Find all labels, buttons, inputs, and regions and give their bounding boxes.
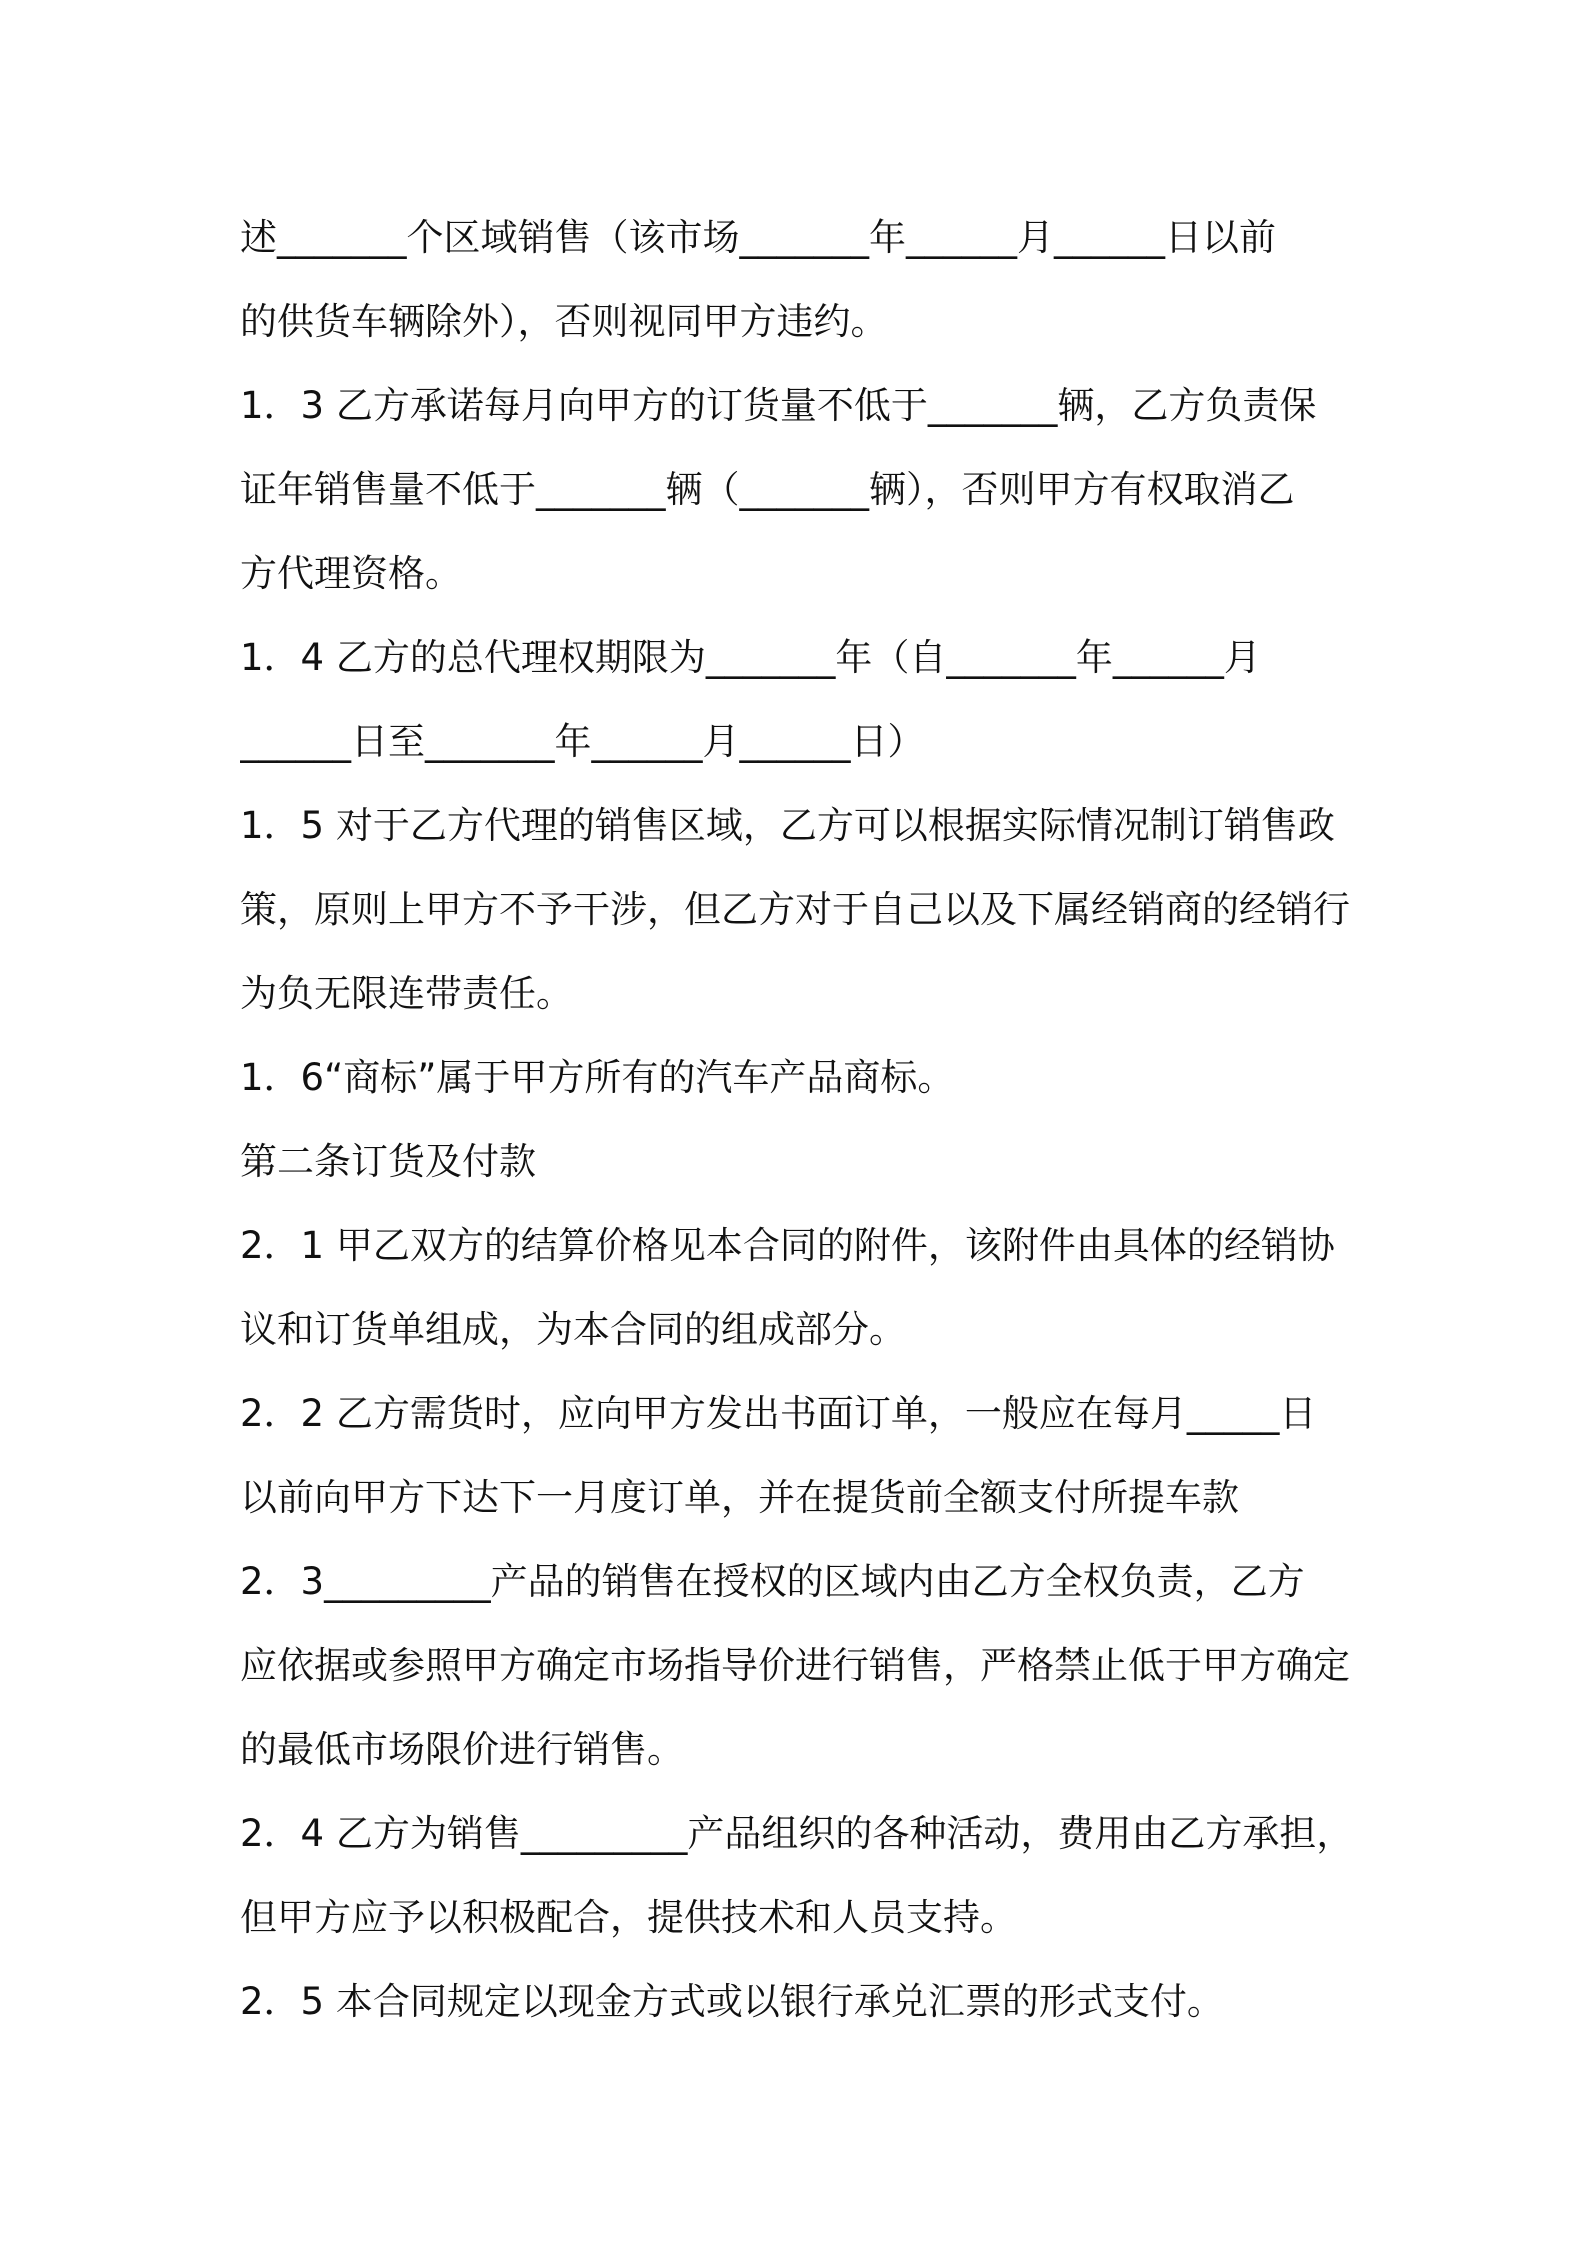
clause-2-3: 2．3_________产品的销售在授权的区域内由乙方全权负责，乙方 xyxy=(240,1560,1305,1603)
contract-text xyxy=(240,196,1360,2044)
clause-1-3: 1．3 乙方承诺每月向甲方的订货量不低于_______辆，乙方负责保 xyxy=(240,384,1317,427)
section-heading: 第二条订货及付款 xyxy=(240,1140,536,1183)
text-line: 议和订货单组成，为本合同的组成部分。 xyxy=(240,1308,906,1351)
text-line: 的最低市场限价进行销售。 xyxy=(240,1728,684,1771)
clause-1-6: 1．6“商标”属于甲方所有的汽车产品商标。 xyxy=(240,1056,955,1099)
text-line: 证年销售量不低于_______辆（_______辆），否则甲方有权取消乙 xyxy=(240,468,1295,511)
text-line: 应依据或参照甲方确定市场指导价进行销售，严格禁止低于甲方确定 xyxy=(240,1644,1350,1687)
clause-2-2: 2．2 乙方需货时，应向甲方发出书面订单，一般应在每月_____日 xyxy=(240,1392,1317,1435)
clause-1-4: 1．4 乙方的总代理权期限为_______年（自_______年______月 xyxy=(240,636,1261,679)
clause-1-5: 1．5 对于乙方代理的销售区域，乙方可以根据实际情况制订销售政 xyxy=(240,804,1335,847)
text-line: 的供货车辆除外），否则视同甲方违约。 xyxy=(240,300,888,343)
clause-2-4: 2．4 乙方为销售_________产品组织的各种活动，费用由乙方承担， xyxy=(240,1812,1354,1855)
text-line: 为负无限连带责任。 xyxy=(240,972,573,1015)
text-line: 方代理资格。 xyxy=(240,552,462,595)
clause-2-1: 2．1 甲乙双方的结算价格见本合同的附件，该附件由具体的经销协 xyxy=(240,1224,1335,1267)
text-line: ______日至_______年______月______日） xyxy=(240,720,925,763)
text-line: 策，原则上甲方不予干涉，但乙方对于自己以及下属经销商的经销行 xyxy=(240,888,1350,931)
clause-2-5: 2．5 本合同规定以现金方式或以银行承兑汇票的形式支付。 xyxy=(240,1980,1224,2023)
text-line: 述_______个区域销售（该市场_______年______月______日以前 xyxy=(240,216,1276,259)
text-line: 但甲方应予以积极配合，提供技术和人员支持。 xyxy=(240,1896,1017,1939)
text-line: 以前向甲方下达下一月度订单，并在提货前全额支付所提车款 xyxy=(240,1476,1239,1519)
